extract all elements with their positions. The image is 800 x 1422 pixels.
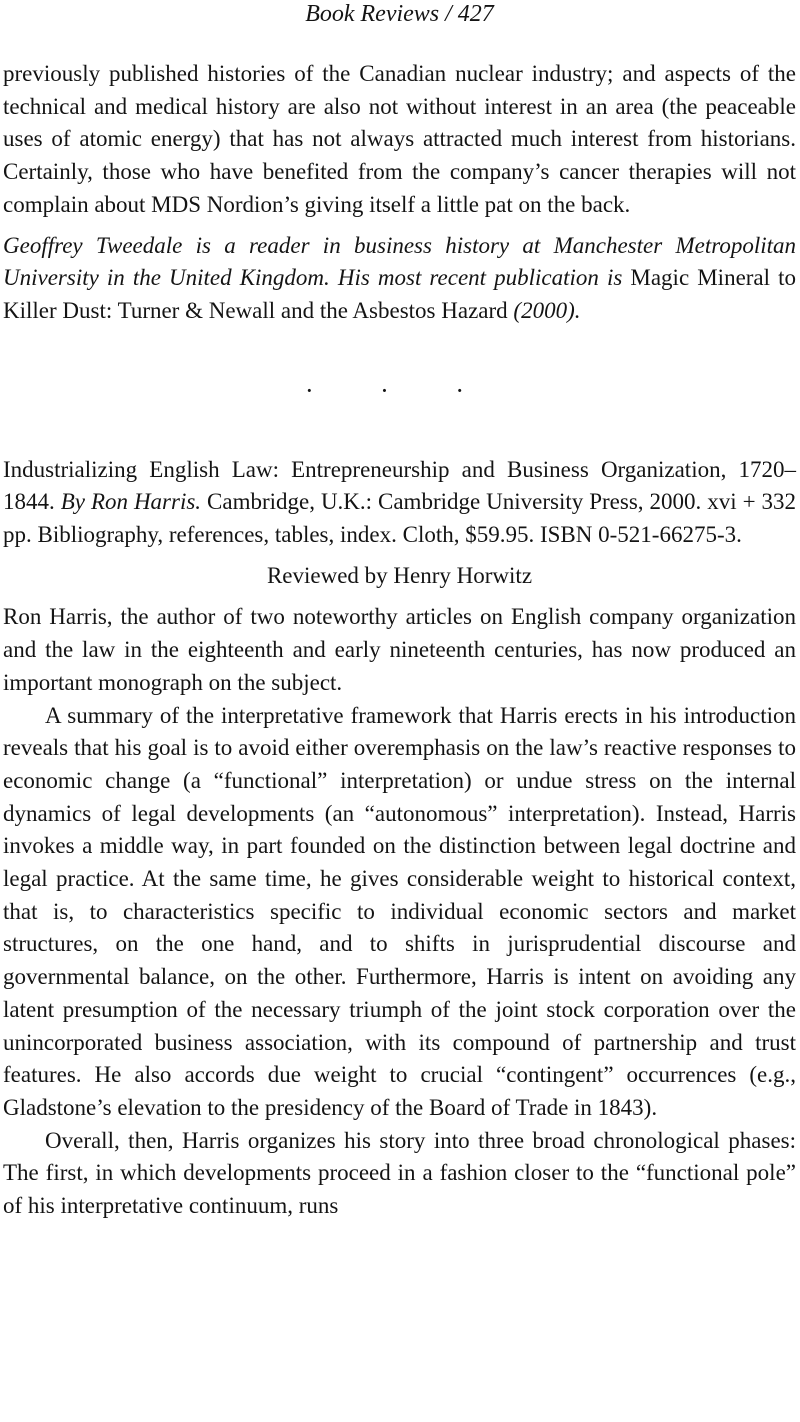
book-author: By Ron Harris. <box>60 489 202 515</box>
section-separator: · · · <box>305 375 494 405</box>
review-paragraph-3: Overall, then, Harris organizes his story into three broad chronological phases: The first, in which developments proceed in a fashion closer to the “functional pole” of his interpretative continuum, runs <box>3 1127 796 1219</box>
review-paragraph-1: Ron Harris, the author of two noteworthy articles on English company organization and the law in the eighteenth and early nineteenth centuries, has now produced an important monograph on the subject. <box>3 604 796 695</box>
book-details: Cambridge, U.K.: Cambridge University Press, 2000. xvi + 332 pp. Bibliography, references, tables, index. Cloth, $59.95. ISBN 0-521-66275-3. <box>3 489 797 548</box>
book-citation <box>3 454 796 552</box>
running-head: Book Reviews / 427 <box>305 1 494 27</box>
bio-year: (2000). <box>507 297 581 323</box>
bio-text: Geoffrey Tweedale is a reader in business history at Manchester Metropolitan University in the United Kingdom. His most recent publication is <box>3 232 796 291</box>
review1-closing-paragraph: previously published histories of the Canadian nuclear industry; and aspects of the technical and medical history are also not without interest in an area (the peaceable uses of atomic energy) that has not always attracted much interest from historians. Certainly, those who have benefited from the company’s cancer therapies will not complain about MDS Nordion’s giving itself a little pat on the back. <box>3 61 796 217</box>
review-paragraph-2: A summary of the interpretative framework that Harris erects in his introduction reveals that his goal is to avoid either overemphasis on the law’s reactive responses to economic change (a “functional” interpretation) or undue stress on the internal dynamics of legal developments (an “autonomous” interpretation). Instead, Harris invokes a middle way, in part founded on the distinction between legal doctrine and legal practice. At the same time, he gives considerable weight to historical context, that is, to characteristics specific to individual economic sectors and market structures, on the one hand, and to shifts in jurisprudential discourse and governmental balance, on the other. Furthermore, Harris is intent on avoiding any latent presumption of the necessary triumph of the joint stock corporation over the unincorporated business association, with its compound of partnership and trust features. He also accords due weight to crucial “contingent” occurrences (e.g., Gladstone’s elevation to the presidency of the Board of Trade in 1843). <box>3 702 796 1120</box>
reviewer-bio <box>3 230 796 328</box>
reviewer-line: Reviewed by Henry Horwitz <box>266 562 533 588</box>
book-title: Industrializing English Law: Entrepreneurship and Business Organization, 1720–1844. <box>3 456 796 515</box>
bio-book-title: Magic Mineral to Killer Dust: Turner & Newall and the Asbestos Hazard <box>3 265 796 323</box>
